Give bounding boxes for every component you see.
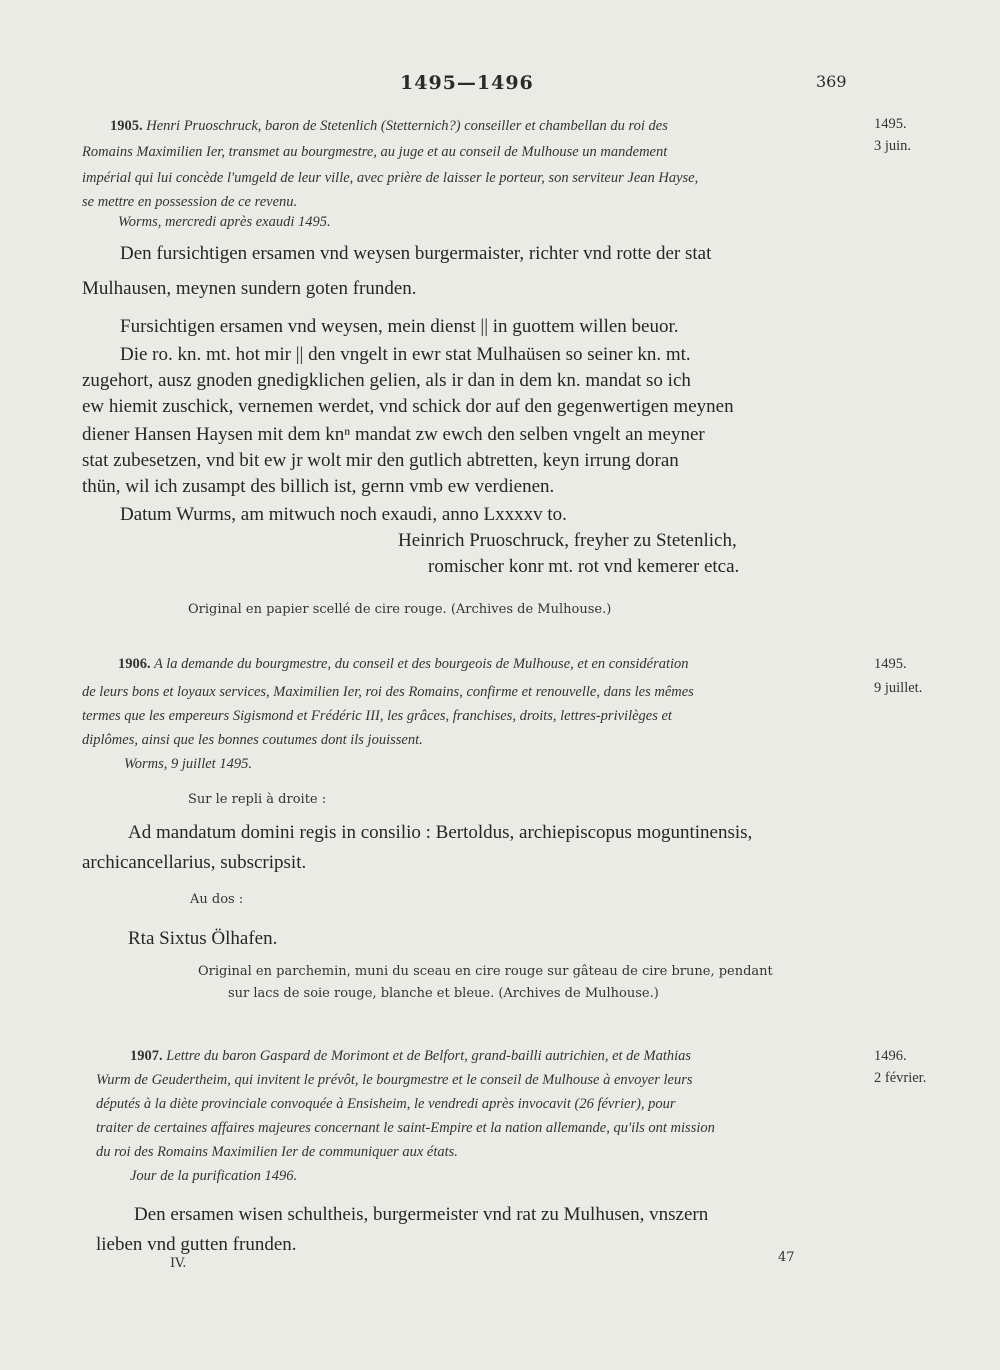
summary-line: députés à la diète provinciale convoquée à Ensisheim, le vendredi après invocavit (26 février), pour bbox=[96, 1096, 676, 1112]
dating-line: Datum Wurms, am mitwuch noch exaudi, anno Lxxxxv to. bbox=[120, 504, 567, 525]
text-line: zugehort, ausz gnoden gnedigklichen gelien, als ir dan in dem kn. mandat so ich bbox=[82, 370, 691, 391]
text-line: Die ro. kn. mt. hot mir || den vngelt in ewr stat Mulhaüsen so seiner kn. mt. bbox=[120, 344, 691, 365]
text-line: Ad mandatum domini regis in consilio : Bertoldus, archiepiscopus moguntinensis, bbox=[128, 822, 753, 843]
running-head-title: 1495—1496 bbox=[400, 72, 534, 94]
page-number: 369 bbox=[816, 72, 847, 91]
text-line: diener Hansen Haysen mit dem knⁿ mandat zw ewch den selben vngelt an meyner bbox=[82, 424, 705, 445]
summary-line: impérial qui lui concède l'umgeld de leur ville, avec prière de laisser le porteur, son serviteur Jean Hayse, bbox=[82, 170, 699, 186]
summary-line: termes que les empereurs Sigismond et Frédéric III, les grâces, franchises, droits, lettres-privilèges et bbox=[82, 708, 672, 724]
text-line: ew hiemit zuschick, vernemen werdet, vnd schick dor auf den gegenwertigen meynen bbox=[82, 396, 734, 417]
signature-title-line: romischer konr mt. rot vnd kemerer etca. bbox=[428, 556, 740, 577]
summary-first-line: A la demande du bourgmestre, du conseil et des bourgeois de Mulhouse, et en considération bbox=[154, 656, 689, 672]
text-line: Den fursichtigen ersamen vnd weysen burgermaister, richter vnd rotte der stat bbox=[120, 243, 712, 264]
signature-line: Heinrich Pruoschruck, freyher zu Stetenlich, bbox=[398, 530, 737, 551]
entry-number: 1905. bbox=[110, 118, 143, 134]
signature-mark: 47 bbox=[778, 1250, 795, 1265]
dos-text: Rta Sixtus Ölhafen. bbox=[128, 928, 278, 949]
archive-note: sur lacs de soie rouge, blanche et bleue. (Archives de Mulhouse.) bbox=[228, 986, 659, 1001]
summary-line: diplômes, ainsi que les bonnes coutumes dont ils jouissent. bbox=[82, 732, 423, 748]
summary-first-line: Henri Pruoschruck, baron de Stetenlich (Stetternich?) conseiller et chambellan du roi des bbox=[146, 118, 668, 134]
text-line: thün, wil ich zusampt des billich ist, gernn vmb ew verdienen. bbox=[82, 476, 555, 497]
margin-year: 1495. bbox=[874, 656, 907, 672]
text-line: archicancellarius, subscripsit. bbox=[82, 852, 307, 873]
place-date: Worms, 9 juillet 1495. bbox=[124, 756, 252, 772]
dos-label: Au dos : bbox=[190, 892, 244, 907]
margin-year: 1496. bbox=[874, 1048, 907, 1064]
margin-date: 3 juin. bbox=[874, 138, 912, 154]
summary-line: Romains Maximilien Ier, transmet au bourgmestre, au juge et au conseil de Mulhouse un mandement bbox=[82, 144, 668, 160]
entry-number: 1907. bbox=[130, 1048, 163, 1064]
text-line: Den ersamen wisen schultheis, burgermeister vnd rat zu Mulhusen, vnszern bbox=[134, 1204, 709, 1225]
text-line: Mulhausen, meynen sundern goten frunden. bbox=[82, 278, 417, 299]
entry-summary-line bbox=[130, 1048, 691, 1065]
volume-mark: IV. bbox=[170, 1256, 187, 1271]
entry-summary-line bbox=[110, 118, 668, 135]
archive-note: Original en parchemin, muni du sceau en cire rouge sur gâteau de cire brune, pendant bbox=[198, 964, 773, 979]
entry-number: 1906. bbox=[118, 656, 151, 672]
text-line: lieben vnd gutten frunden. bbox=[96, 1234, 297, 1255]
margin-date: 2 février. bbox=[874, 1070, 927, 1086]
margin-date: 9 juillet. bbox=[874, 680, 923, 696]
margin-year: 1495. bbox=[874, 116, 907, 132]
summary-line: Wurm de Geudertheim, qui invitent le prévôt, le bourgmestre et le conseil de Mulhouse à envoyer leurs bbox=[96, 1072, 693, 1088]
archive-note: Original en papier scellé de cire rouge. (Archives de Mulhouse.) bbox=[188, 602, 612, 617]
entry-summary-line bbox=[118, 656, 689, 673]
text-line: Fursichtigen ersamen vnd weysen, mein dienst || in guottem willen beuor. bbox=[120, 316, 679, 337]
summary-line: traiter de certaines affaires majeures concernant le saint-Empire et la nation allemande, qu'ils ont mission bbox=[96, 1120, 715, 1136]
place-date: Worms, mercredi après exaudi 1495. bbox=[118, 214, 331, 230]
place-date: Jour de la purification 1496. bbox=[130, 1168, 298, 1184]
summary-line: du roi des Romains Maximilien Ier de communiquer aux états. bbox=[96, 1144, 458, 1160]
summary-line: de leurs bons et loyaux services, Maximilien Ier, roi des Romains, confirme et renouvelle, dans les mêmes bbox=[82, 684, 694, 700]
summary-first-line: Lettre du baron Gaspard de Morimont et de Belfort, grand-bailli autrichien, et de Mathias bbox=[166, 1048, 692, 1064]
text-line: stat zubesetzen, vnd bit ew jr wolt mir den gutlich abtretten, keyn irrung doran bbox=[82, 450, 679, 471]
summary-line: se mettre en possession de ce revenu. bbox=[82, 194, 298, 210]
repli-label: Sur le repli à droite : bbox=[188, 792, 327, 807]
